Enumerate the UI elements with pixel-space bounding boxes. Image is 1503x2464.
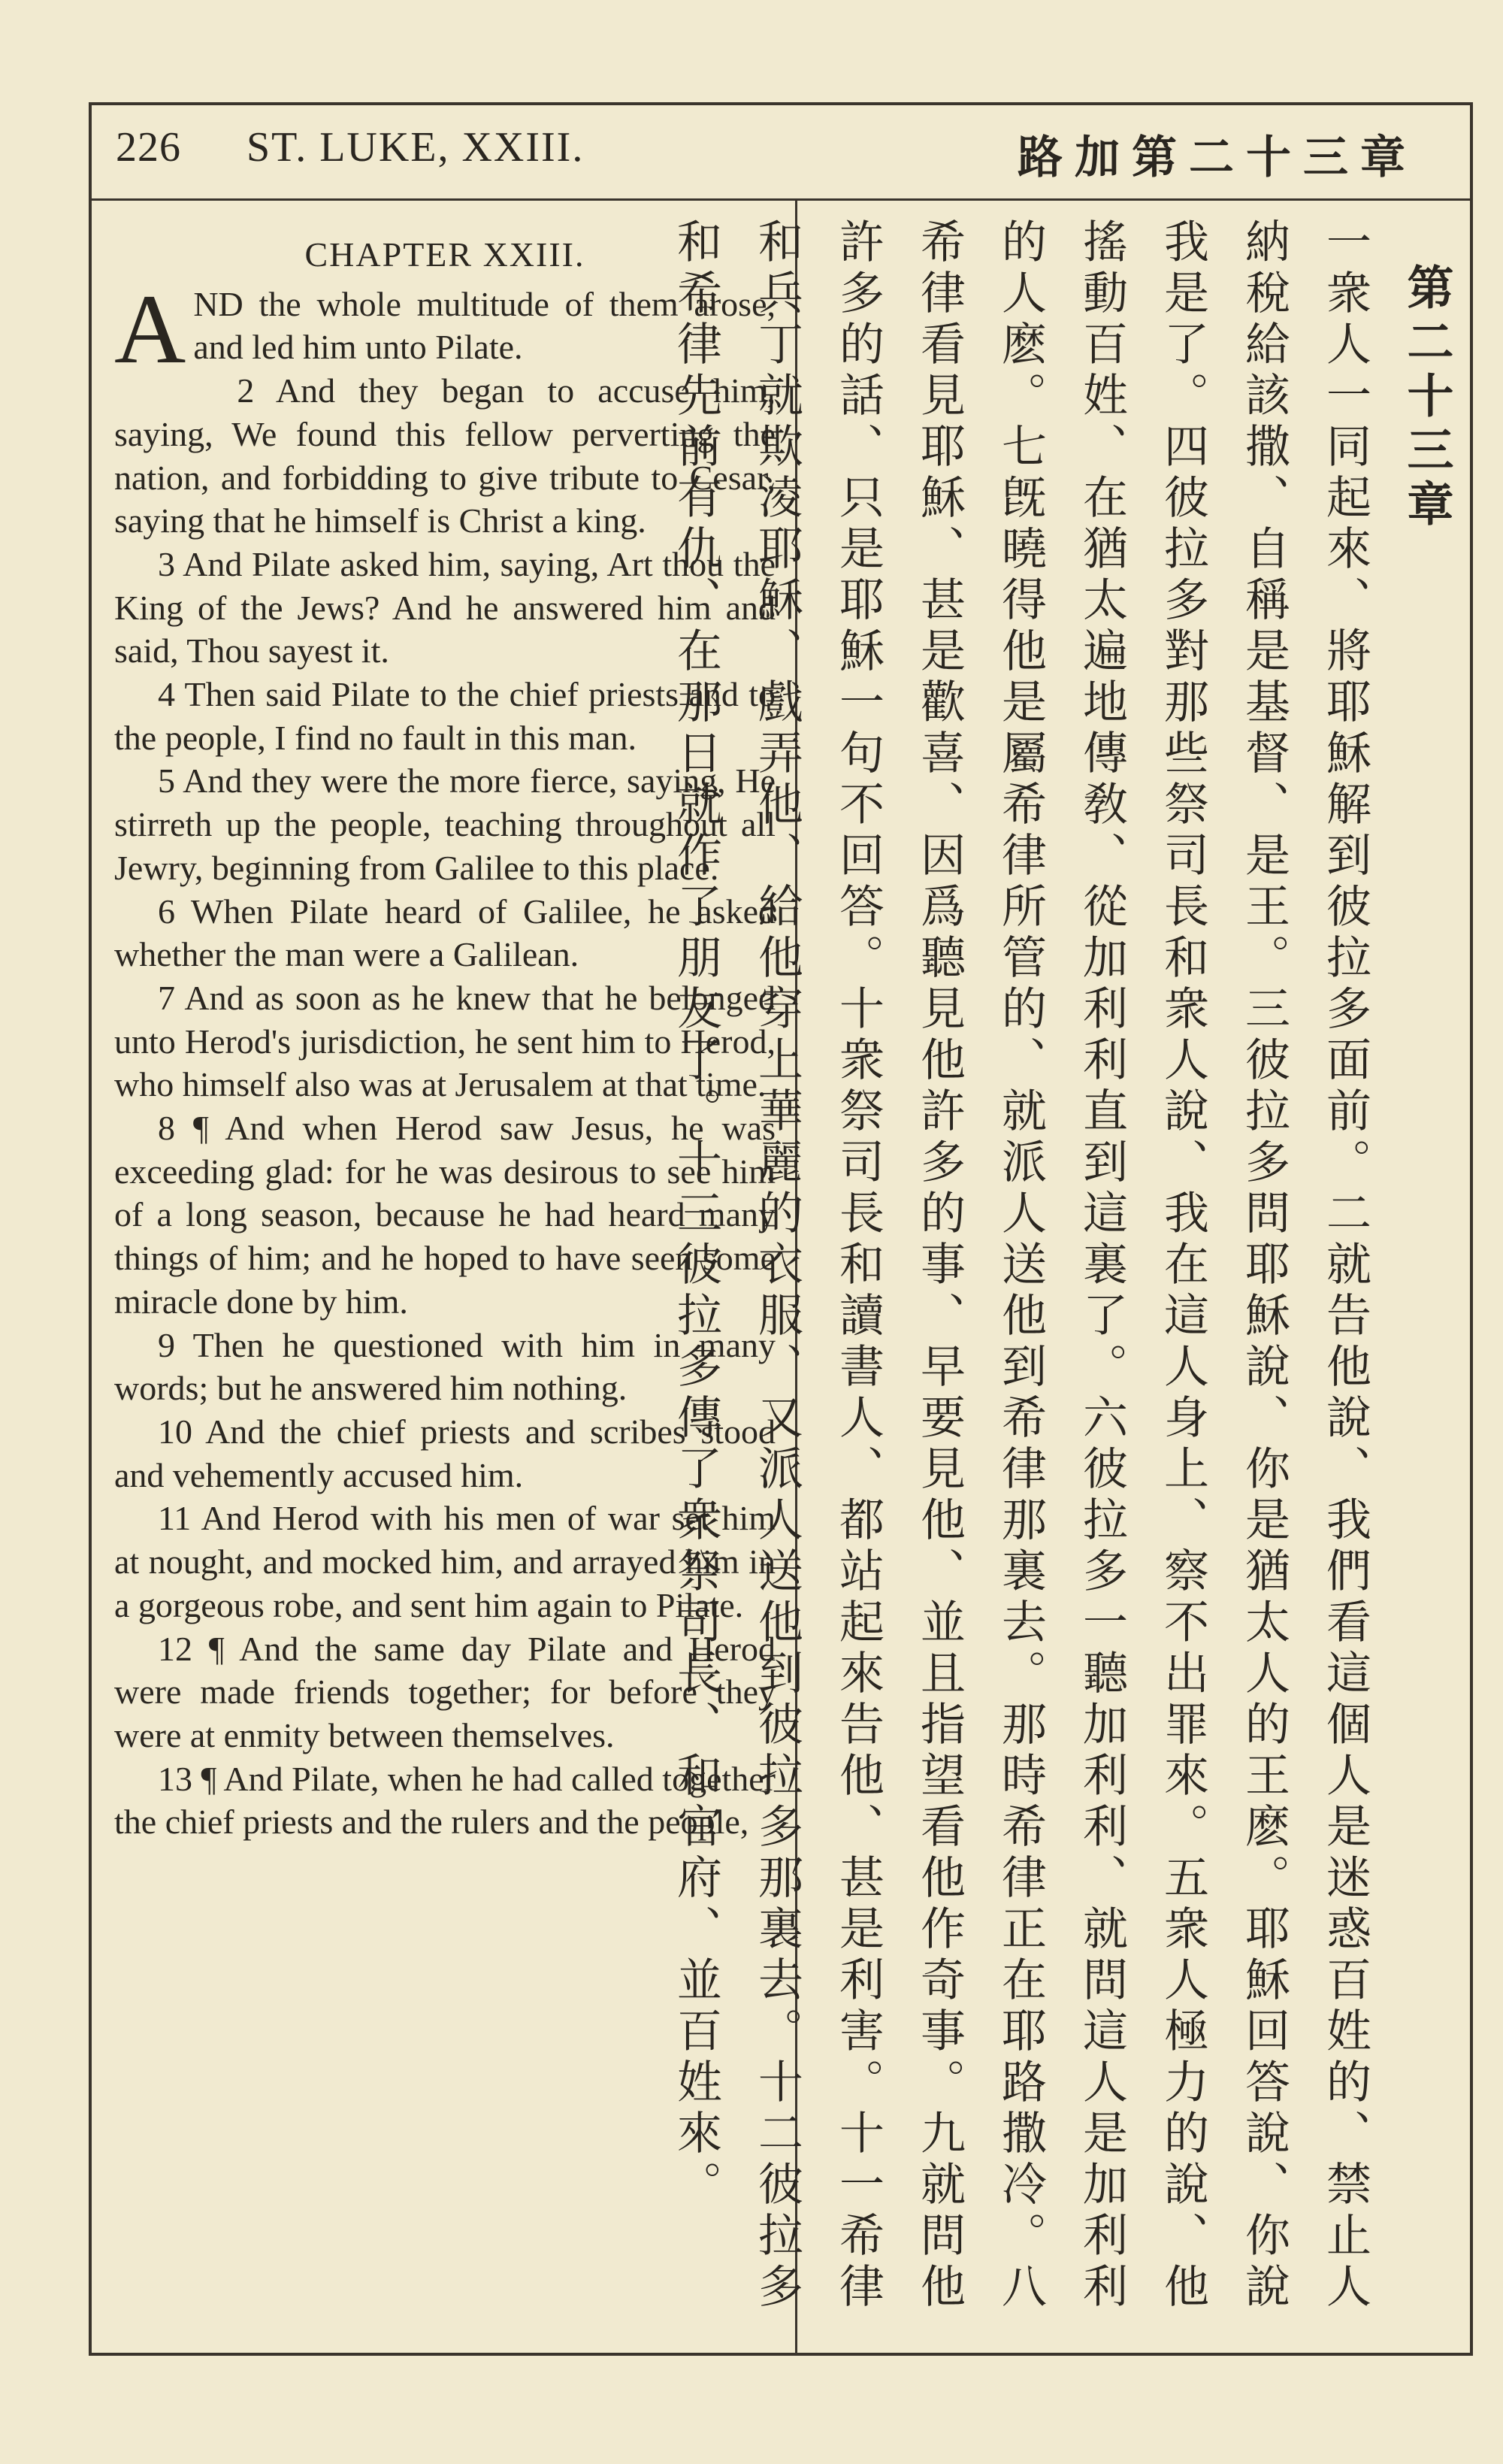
verse-7: 7 And as soon as he knew that he belonged unto Herod's jurisdiction, he sent him to Herod, who himself also was at Jerusalem at that time. <box>114 978 776 1104</box>
verse-11: 11 And Herod with his men of war set him at nought, and mocked him, and arrayed him in a gorgeous robe, and sent him again to Pilate. <box>114 1499 776 1624</box>
chinese-column <box>670 218 1467 2338</box>
verse-5: 5 And they were the more fierce, saying, He stirreth up the people, teaching throughout all Jewry, beginning from Galilee to this place. <box>114 761 776 887</box>
chinese-text: 一衆人一同起來、將耶穌解到彼拉多面前。二就告他說、我們看這個人是迷惑百姓的、禁止人納稅給該撒、自稱是基督、是王。三彼拉多問耶穌說、你是猶太人的王麽。耶穌回答說、你說我是了。四彼拉多對那些祭司長和衆人說、我在這人身上、察不出罪來。五衆人極力的說、他搖動百姓、在猶太遍地傳敎、從加利利直到這裏了。六彼拉多一聽加利利、就問這人是加利利的人麽。七旣曉得他是屬希律所管的、就派人送他到希律那裏去。那時希律正在耶路撒冷。八希律看見耶穌、甚是歡喜、因爲聽見他許多的事、早要見他、並且指望看他作奇事。九就問他許多的話、只是耶穌一句不回答。十衆祭司長和讀書人、都站起來告他、甚是利害。十一希律和兵丁就欺淩耶穌、戲弄他、給他穿上華麗的衣服、又派人送他到彼拉多那裏去。十二彼拉多和希律先前有仇、在那日就作了朋友了。十三彼拉多傳了衆祭司長、和官府、並百姓來。 <box>670 218 1371 2314</box>
english-chapter-heading: CHAPTER XXIII. <box>304 235 585 274</box>
verse-9: 9 Then he questioned with him in many words; but he answered him nothing. <box>114 1325 776 1408</box>
verse-1-text: ND the whole multitude of them arose, and led him unto Pilate. <box>193 284 776 367</box>
page-number: 226 <box>116 124 181 171</box>
verse-13: 13 ¶ And Pilate, when he had called together the chief priests and the rulers and the people, <box>114 1759 776 1842</box>
verse-8: 8 ¶ And when Herod saw Jesus, he was exceeding glad: for he was desirous to see him of a long season, because he had heard many things of him; and he hoped to have seen some miracle done by him. <box>114 1109 776 1321</box>
chinese-running-title: 路加第二十三章 <box>1018 132 1417 184</box>
verse-3: 3 And Pilate asked him, saying, Art thou the King of the Jews? And he answered him and said, Thou sayest it. <box>114 544 776 670</box>
verse-4: 4 Then said Pilate to the chief priests and to the people, I find no fault in this man. <box>114 675 776 757</box>
page-frame <box>89 102 1473 2356</box>
drop-cap: A <box>114 273 186 384</box>
verse-10: 10 And the chief priests and scribes stood and vehemently accused him. <box>114 1412 776 1494</box>
english-running-title: ST. LUKE, XXIII. <box>246 124 585 171</box>
running-header <box>92 105 1470 201</box>
verse-2: 2 And they began to accuse him, saying, We found this fellow perverting the nation, and forbidding to give tribute to Cesar, saying that he himself is Christ a king. <box>114 371 776 540</box>
verse-12: 12 ¶ And the same day Pilate and Herod were made friends together; for before they were at enmity between themselves. <box>114 1629 776 1754</box>
verse-6: 6 When Pilate heard of Galilee, he asked whether the man were a Galilean. <box>114 891 776 974</box>
chinese-chapter-heading: 第二十三章 <box>1399 263 1454 534</box>
